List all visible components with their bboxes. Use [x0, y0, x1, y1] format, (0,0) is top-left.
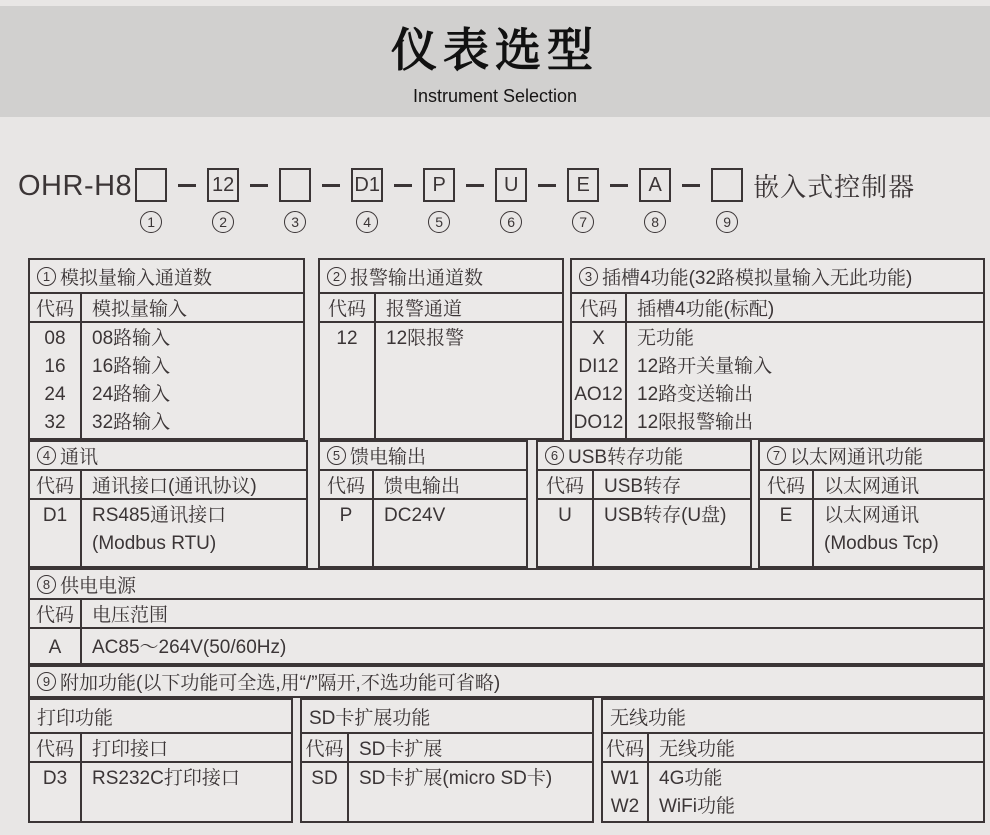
- circled-number-icon: 4: [37, 446, 56, 465]
- section-ethernet-table: [758, 440, 985, 568]
- model-box-8: A: [639, 168, 671, 202]
- section-sd-card-table: [300, 698, 594, 823]
- dash-separator-icon: [682, 184, 700, 187]
- desc-cells: [82, 629, 983, 663]
- table-body: [538, 500, 750, 566]
- header-band: [0, 6, 990, 117]
- code-cells: [30, 763, 82, 821]
- circled-number-7-icon: 7: [572, 211, 594, 233]
- desc-column-header: 模拟量输入: [92, 299, 188, 320]
- model-slot-2: [207, 168, 239, 233]
- model-box-5: P: [423, 168, 455, 202]
- code-cells: [30, 500, 82, 566]
- dash-separator-icon: [178, 184, 196, 187]
- code-column-header: 代码: [30, 471, 82, 498]
- desc-column-header: SD卡扩展: [359, 739, 443, 760]
- table-body: [572, 323, 983, 438]
- model-slot-6: [495, 168, 527, 233]
- code-cell: P: [339, 505, 353, 526]
- desc-cell: 12限报警输出: [637, 412, 754, 433]
- circled-number-icon: 5: [327, 446, 346, 465]
- desc-column-header: USB转存: [604, 476, 682, 497]
- table-body: [30, 323, 303, 438]
- section-feed-output-table: [318, 440, 528, 568]
- model-suffix: 嵌入式控制器: [753, 172, 916, 202]
- code-cells: [538, 500, 594, 566]
- section-title: [572, 260, 983, 294]
- desc-cells: [82, 323, 303, 438]
- code-cell: 32: [44, 412, 66, 433]
- desc-cell: DC24V: [384, 505, 446, 526]
- desc-cell: USB转存(U盘): [604, 505, 727, 526]
- code-cell: W2: [610, 796, 640, 817]
- circled-number-5-icon: 5: [428, 211, 450, 233]
- section-title: [760, 442, 983, 471]
- table-header-row: [572, 294, 983, 323]
- code-cell: E: [779, 505, 793, 526]
- section-additional-functions-title: [28, 665, 985, 698]
- page-title: 仪表选型: [391, 24, 599, 76]
- table-body: [30, 629, 983, 663]
- model-slot-7: [567, 168, 599, 233]
- desc-cell: SD卡扩展(micro SD卡): [359, 768, 553, 789]
- desc-column-header: 报警通道: [386, 299, 463, 320]
- code-cells: [30, 323, 82, 438]
- model-box-3: [279, 168, 311, 202]
- section-title-text: 报警输出通道数: [350, 267, 484, 289]
- desc-column-header: 打印接口: [92, 739, 169, 760]
- section-print-function-table: [28, 698, 293, 823]
- dash-separator-icon: [466, 184, 484, 187]
- table-header-row: [320, 471, 526, 500]
- code-cell: 16: [44, 356, 66, 377]
- code-cell: D1: [42, 505, 68, 526]
- code-cell: W1: [610, 768, 640, 789]
- model-slot-8: [639, 168, 671, 233]
- desc-cells: [594, 500, 750, 566]
- circled-number-icon: 9: [37, 672, 56, 691]
- desc-column-header: 无线功能: [659, 739, 736, 760]
- table-body: [30, 763, 291, 821]
- page-subtitle: Instrument Selection: [412, 86, 578, 106]
- desc-cell: 16路输入: [92, 356, 171, 377]
- code-cells: [320, 323, 376, 438]
- desc-cell: (Modbus RTU): [92, 533, 217, 554]
- code-cell: U: [558, 505, 572, 526]
- table-header-row: [302, 734, 592, 763]
- circled-number-icon: 7: [767, 446, 786, 465]
- code-cells: [603, 763, 649, 821]
- section-title-text: 以太网通讯功能: [790, 447, 924, 468]
- code-cell: D3: [42, 768, 68, 789]
- section-title: [30, 667, 983, 696]
- dash-separator-icon: [250, 184, 268, 187]
- code-column-header: 代码: [320, 471, 374, 498]
- section-title-text: 模拟量输入通道数: [60, 267, 213, 289]
- section-analog-input-table: [28, 258, 305, 440]
- desc-column-header: 以太网通讯: [824, 476, 920, 497]
- model-code-line: [18, 168, 915, 233]
- code-column-header: 代码: [30, 734, 82, 761]
- code-cells: [30, 629, 82, 663]
- section-title-text: 附加功能(以下功能可全选,用“/”隔开,不选功能可省略): [60, 673, 501, 694]
- table-body: [30, 500, 306, 566]
- desc-cell: 以太网通讯: [824, 505, 920, 526]
- section-title-text: 无线功能: [610, 707, 687, 729]
- desc-cell: WiFi功能: [659, 796, 735, 817]
- section-usb-transfer-table: [536, 440, 752, 568]
- code-column-header: 代码: [603, 734, 649, 761]
- section-title: [538, 442, 750, 471]
- model-slot-4: [351, 168, 383, 233]
- section-communication-table: [28, 440, 308, 568]
- section-title: [30, 260, 303, 294]
- desc-cell: 12路开关量输入: [637, 356, 773, 377]
- code-cell: DO12: [573, 412, 624, 433]
- section-title: [320, 442, 526, 471]
- circled-number-3-icon: 3: [284, 211, 306, 233]
- code-column-header: 代码: [302, 734, 349, 761]
- desc-column-header: 插槽4功能(标配): [637, 299, 775, 320]
- section-title-text: SD卡扩展功能: [309, 707, 431, 729]
- section-title: [320, 260, 562, 294]
- desc-cell: 无功能: [637, 328, 695, 349]
- model-box-7: E: [567, 168, 599, 202]
- desc-cells: [349, 763, 592, 821]
- section-title: [30, 570, 983, 600]
- section-power-supply-table: [28, 568, 985, 665]
- desc-cell: 08路输入: [92, 328, 171, 349]
- section-title-text: 供电电源: [60, 575, 137, 597]
- section-title-text: 馈电输出: [350, 447, 427, 468]
- circled-number-icon: 6: [545, 446, 564, 465]
- code-cells: [320, 500, 374, 566]
- table-body: [320, 323, 562, 438]
- code-cell: 24: [44, 384, 66, 405]
- desc-cells: [627, 323, 983, 438]
- circled-number-icon: 1: [37, 267, 56, 286]
- code-cells: [760, 500, 814, 566]
- desc-cell: 32路输入: [92, 412, 171, 433]
- table-body: [603, 763, 983, 821]
- model-box-4: D1: [351, 168, 383, 202]
- table-header-row: [30, 471, 306, 500]
- code-cell: AO12: [574, 384, 623, 405]
- desc-cell: AC85～264V(50/60Hz): [92, 637, 287, 658]
- circled-number-4-icon: 4: [356, 211, 378, 233]
- table-body: [302, 763, 592, 821]
- table-header-row: [30, 600, 983, 629]
- desc-cell: 4G功能: [659, 768, 723, 789]
- code-cell: A: [48, 637, 62, 658]
- section-title: [30, 442, 306, 471]
- section-title: [603, 700, 983, 734]
- section-title: [30, 700, 291, 734]
- model-slot-5: [423, 168, 455, 233]
- desc-cells: [376, 323, 562, 438]
- code-column-header: 代码: [30, 294, 82, 321]
- table-body: [760, 500, 983, 566]
- model-slot-3: [279, 168, 311, 233]
- section-title-text: USB转存功能: [568, 447, 684, 468]
- desc-cells: [814, 500, 983, 566]
- table-header-row: [538, 471, 750, 500]
- desc-cell: 24路输入: [92, 384, 171, 405]
- code-column-header: 代码: [30, 600, 82, 627]
- desc-column-header: 通讯接口(通讯协议): [92, 476, 257, 497]
- table-header-row: [603, 734, 983, 763]
- circled-number-1-icon: 1: [140, 211, 162, 233]
- circled-number-8-icon: 8: [644, 211, 666, 233]
- code-cell: X: [592, 328, 605, 349]
- desc-cells: [649, 763, 983, 821]
- desc-cell: RS485通讯接口: [92, 505, 227, 526]
- section-title-text: 插槽4功能(32路模拟量输入无此功能): [602, 267, 913, 289]
- table-header-row: [30, 294, 303, 323]
- section-slot4-function-table: [570, 258, 985, 440]
- circled-number-6-icon: 6: [500, 211, 522, 233]
- code-cell: 12: [336, 328, 358, 349]
- model-slot-9: [711, 168, 743, 233]
- code-cells: [302, 763, 349, 821]
- section-alarm-output-table: [318, 258, 564, 440]
- dash-separator-icon: [610, 184, 628, 187]
- desc-column-header: 电压范围: [92, 605, 169, 626]
- circled-number-9-icon: 9: [716, 211, 738, 233]
- desc-cell: (Modbus Tcp): [824, 533, 939, 554]
- circled-number-icon: 3: [579, 267, 598, 286]
- desc-cells: [374, 500, 526, 566]
- code-cell: DI12: [578, 356, 619, 377]
- table-header-row: [320, 294, 562, 323]
- circled-number-2-icon: 2: [212, 211, 234, 233]
- desc-cell: 12路变送输出: [637, 384, 754, 405]
- dash-separator-icon: [322, 184, 340, 187]
- model-box-6: U: [495, 168, 527, 202]
- code-column-header: 代码: [320, 294, 376, 321]
- code-cells: [572, 323, 627, 438]
- section-title-text: 打印功能: [37, 707, 114, 729]
- model-box-1: [135, 168, 167, 202]
- section-title: [302, 700, 592, 734]
- circled-number-icon: 8: [37, 575, 56, 594]
- code-column-header: 代码: [760, 471, 814, 498]
- dash-separator-icon: [538, 184, 556, 187]
- code-column-header: 代码: [572, 294, 627, 321]
- section-wireless-table: [601, 698, 985, 823]
- model-box-2: 12: [207, 168, 239, 202]
- code-cell: SD: [311, 768, 338, 789]
- desc-cells: [82, 763, 291, 821]
- table-header-row: [760, 471, 983, 500]
- dash-separator-icon: [394, 184, 412, 187]
- section-title-text: 通讯: [60, 447, 99, 468]
- desc-column-header: 馈电输出: [384, 476, 461, 497]
- circled-number-icon: 2: [327, 267, 346, 286]
- table-header-row: [30, 734, 291, 763]
- code-cell: 08: [44, 328, 66, 349]
- model-slot-1: [135, 168, 167, 233]
- desc-cell: RS232C打印接口: [92, 768, 240, 789]
- table-body: [320, 500, 526, 566]
- model-prefix: OHR-H8: [18, 170, 133, 202]
- desc-cells: [82, 500, 306, 566]
- desc-cell: 12限报警: [386, 328, 465, 349]
- model-box-9: [711, 168, 743, 202]
- code-column-header: 代码: [538, 471, 594, 498]
